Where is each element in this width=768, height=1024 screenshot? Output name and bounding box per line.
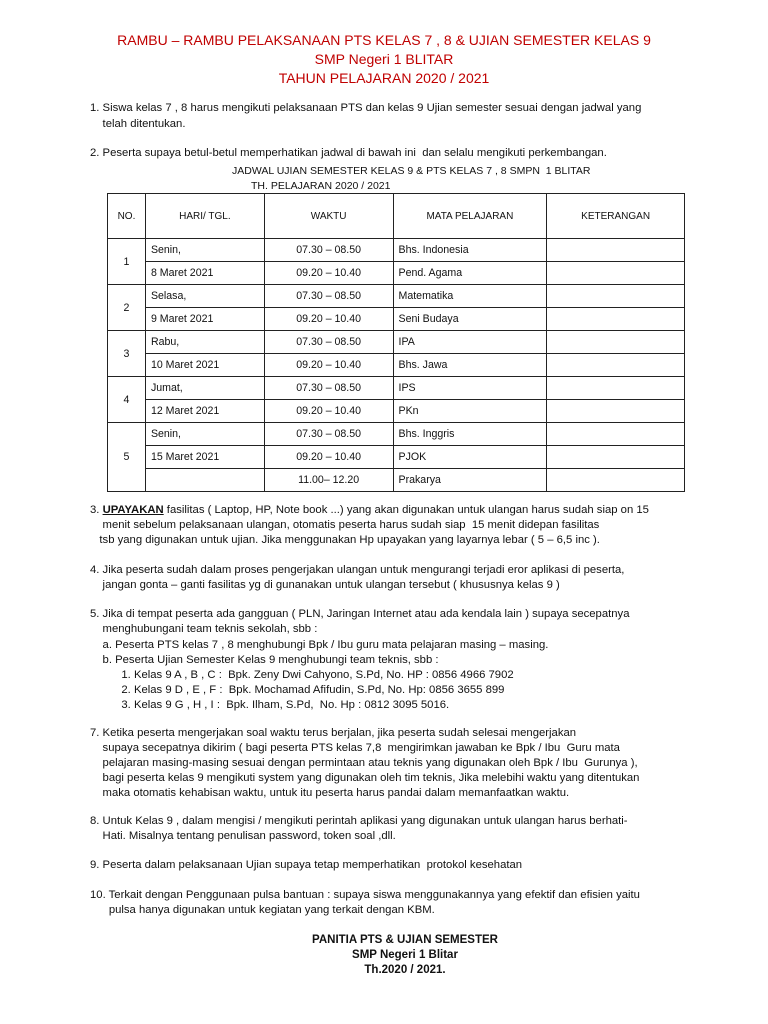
table-row <box>108 239 685 262</box>
schedule-title: JADWAL UJIAN SEMESTER KELAS 9 & PTS KELAS 7 , 8 SMPN 1 BLITAR <box>232 165 591 177</box>
rule-10-line-2: pulsa hanya digunakan untuk kegiatan yang terkait dengan KBM. <box>90 904 435 916</box>
rule-7-line-1: 7. Ketika peserta mengerjakan soal waktu terus berjalan, jika peserta sudah selesai mengerjakan <box>90 727 577 739</box>
header-no: NO. <box>108 194 146 239</box>
rule-5-item-a: a. Peserta PTS kelas 7 , 8 menghubungi Bpk / Ibu guru mata pelajaran masing – masing. <box>90 639 549 651</box>
table-row <box>108 262 685 285</box>
row-day: 12 Maret 2021 <box>145 400 264 423</box>
row-no: 2 <box>108 285 146 331</box>
row-subject: Seni Budaya <box>393 308 547 331</box>
table-row <box>108 354 685 377</box>
row-time: 09.20 – 10.40 <box>264 308 393 331</box>
row-time: 07.30 – 08.50 <box>264 423 393 446</box>
rule-5-contact-2: 2. Kelas 9 D , E , F : Bpk. Mochamad Afifudin, S.Pd, No. Hp: 0856 3655 899 <box>90 684 505 696</box>
row-day <box>145 469 264 492</box>
row-day: Rabu, <box>145 331 264 354</box>
rule-5-line-2: menghubungani team teknis sekolah, sbb : <box>90 623 318 635</box>
rule-3-rest: fasilitas ( Laptop, HP, Note book ...) yang akan digunakan untuk ulangan harus sudah siap on 15 <box>163 504 649 516</box>
row-time: 07.30 – 08.50 <box>264 239 393 262</box>
row-subject: IPS <box>393 377 547 400</box>
row-note <box>547 423 685 446</box>
header-subject: MATA PELAJARAN <box>393 194 547 239</box>
row-subject: IPA <box>393 331 547 354</box>
rule-5-line-1: 5. Jika di tempat peserta ada gangguan ( PLN, Jaringan Internet atau ada kendala lain ) supaya secepatnya <box>90 608 630 620</box>
row-note <box>547 331 685 354</box>
row-day: 10 Maret 2021 <box>145 354 264 377</box>
table-row <box>108 308 685 331</box>
footer-school: SMP Negeri 1 Blitar <box>352 949 458 961</box>
schedule-table <box>107 193 685 492</box>
row-day: Jumat, <box>145 377 264 400</box>
row-subject: Matematika <box>393 285 547 308</box>
rule-8-line-2: Hati. Misalnya tentang penulisan password, token soal ,dll. <box>90 830 396 842</box>
document-title: RAMBU – RAMBU PELAKSANAAN PTS KELAS 7 , 8 & UJIAN SEMESTER KELAS 9 <box>117 32 651 48</box>
row-time: 11.00– 12.20 <box>264 469 393 492</box>
row-no: 4 <box>108 377 146 423</box>
row-time: 09.20 – 10.40 <box>264 262 393 285</box>
row-day: 9 Maret 2021 <box>145 308 264 331</box>
row-note <box>547 308 685 331</box>
rule-5-item-b: b. Peserta Ujian Semester Kelas 9 menghubungi team teknis, sbb : <box>90 654 439 666</box>
row-time: 09.20 – 10.40 <box>264 400 393 423</box>
row-time: 07.30 – 08.50 <box>264 377 393 400</box>
row-subject: Bhs. Inggris <box>393 423 547 446</box>
row-subject: PKn <box>393 400 547 423</box>
row-day: 8 Maret 2021 <box>145 262 264 285</box>
rule-8-line-1: 8. Untuk Kelas 9 , dalam mengisi / mengikuti perintah aplikasi yang digunakan untuk ulangan harus berhati- <box>90 815 628 827</box>
rule-7-line-3: pelajaran masing-masing sesuai dengan permintaan atau teknis yang digunakan oleh Bpk / Ibu Gurunya ), <box>90 757 638 769</box>
header-note: KETERANGAN <box>547 194 685 239</box>
table-row <box>108 285 685 308</box>
row-subject: Prakarya <box>393 469 547 492</box>
row-day: Senin, <box>145 423 264 446</box>
row-day: 15 Maret 2021 <box>145 446 264 469</box>
rule-3-line-2: menit sebelum pelaksanaan ulangan, otomatis peserta harus sudah siap 15 menit didepan fasilitas <box>90 519 600 531</box>
table-row <box>108 446 685 469</box>
table-row <box>108 377 685 400</box>
rule-7-line-5: maka otomatis kehabisan waktu, untuk itu peserta harus pandai dalam memanfaatkan waktu. <box>90 787 570 799</box>
row-note <box>547 239 685 262</box>
row-subject: PJOK <box>393 446 547 469</box>
row-subject: Pend. Agama <box>393 262 547 285</box>
table-row <box>108 400 685 423</box>
rule-4-line-1: 4. Jika peserta sudah dalam proses pengerjakan ulangan untuk mengurangi terjadi eror aplikasi di peserta, <box>90 564 625 576</box>
rule-2: 2. Peserta supaya betul-betul memperhatikan jadwal di bawah ini dan selalu mengikuti perkembangan. <box>90 147 607 159</box>
rule-5-contact-1: 1. Kelas 9 A , B , C : Bpk. Zeny Dwi Cahyono, S.Pd, No. HP : 0856 4966 7902 <box>90 669 514 681</box>
row-note <box>547 377 685 400</box>
row-note <box>547 262 685 285</box>
academic-year: TAHUN PELAJARAN 2020 / 2021 <box>278 70 490 86</box>
rule-3-prefix: 3. <box>90 504 103 516</box>
row-subject: Bhs. Jawa <box>393 354 547 377</box>
rule-1-line-1: 1. Siswa kelas 7 , 8 harus mengikuti pelaksanaan PTS dan kelas 9 Ujian semester sesuai dengan jadwal yang <box>90 102 642 114</box>
rule-9: 9. Peserta dalam pelaksanaan Ujian supaya tetap memperhatikan protokol kesehatan <box>90 859 523 871</box>
row-no: 5 <box>108 423 146 492</box>
row-no: 3 <box>108 331 146 377</box>
rule-10-line-1: 10. Terkait dengan Penggunaan pulsa bantuan : supaya siswa menggunakannya yang efektif dan efisien yaitu <box>90 889 640 901</box>
header-day: HARI/ TGL. <box>145 194 264 239</box>
footer-committee: PANITIA PTS & UJIAN SEMESTER <box>312 934 498 946</box>
row-time: 09.20 – 10.40 <box>264 354 393 377</box>
rule-3-line-1 <box>90 503 649 519</box>
table-row <box>108 469 685 492</box>
schedule-year: TH. PELAJARAN 2020 / 2021 <box>251 180 391 192</box>
rule-4-line-2: jangan gonta – ganti fasilitas yg di gunanakan untuk ulangan tersebut ( khususnya kelas 9 ) <box>90 579 560 591</box>
row-note <box>547 354 685 377</box>
row-subject: Bhs. Indonesia <box>393 239 547 262</box>
rule-3-keyword: UPAYAKAN <box>102 504 164 516</box>
row-note <box>547 400 685 423</box>
row-note <box>547 469 685 492</box>
rule-3-line-3: tsb yang digunakan untuk ujian. Jika menggunakan Hp upayakan yang layarnya lebar ( 5 – 6,5 inc ). <box>90 534 600 546</box>
school-name: SMP Negeri 1 BLITAR <box>314 51 454 67</box>
table-row <box>108 423 685 446</box>
row-day: Senin, <box>145 239 264 262</box>
table-header-row <box>108 194 685 239</box>
row-no: 1 <box>108 239 146 285</box>
rule-5-contact-3: 3. Kelas 9 G , H , I : Bpk. Ilham, S.Pd, No. Hp : 0812 3095 5016. <box>90 699 450 711</box>
row-time: 07.30 – 08.50 <box>264 331 393 354</box>
rule-7-line-4: bagi peserta kelas 9 mengikuti system yang digunakan oleh tim teknis, Jika melebihi waktu yang ditentukan <box>90 772 640 784</box>
row-note <box>547 285 685 308</box>
row-note <box>547 446 685 469</box>
table-row <box>108 331 685 354</box>
row-time: 09.20 – 10.40 <box>264 446 393 469</box>
header-time: WAKTU <box>264 194 393 239</box>
rule-7-line-2: supaya secepatnya dikirim ( bagi peserta PTS kelas 7,8 mengirimkan jawaban ke Bpk / Ibu Guru mata <box>90 742 620 754</box>
row-time: 07.30 – 08.50 <box>264 285 393 308</box>
row-day: Selasa, <box>145 285 264 308</box>
rule-1-line-2: telah ditentukan. <box>90 118 186 130</box>
footer-year: Th.2020 / 2021. <box>364 964 446 976</box>
